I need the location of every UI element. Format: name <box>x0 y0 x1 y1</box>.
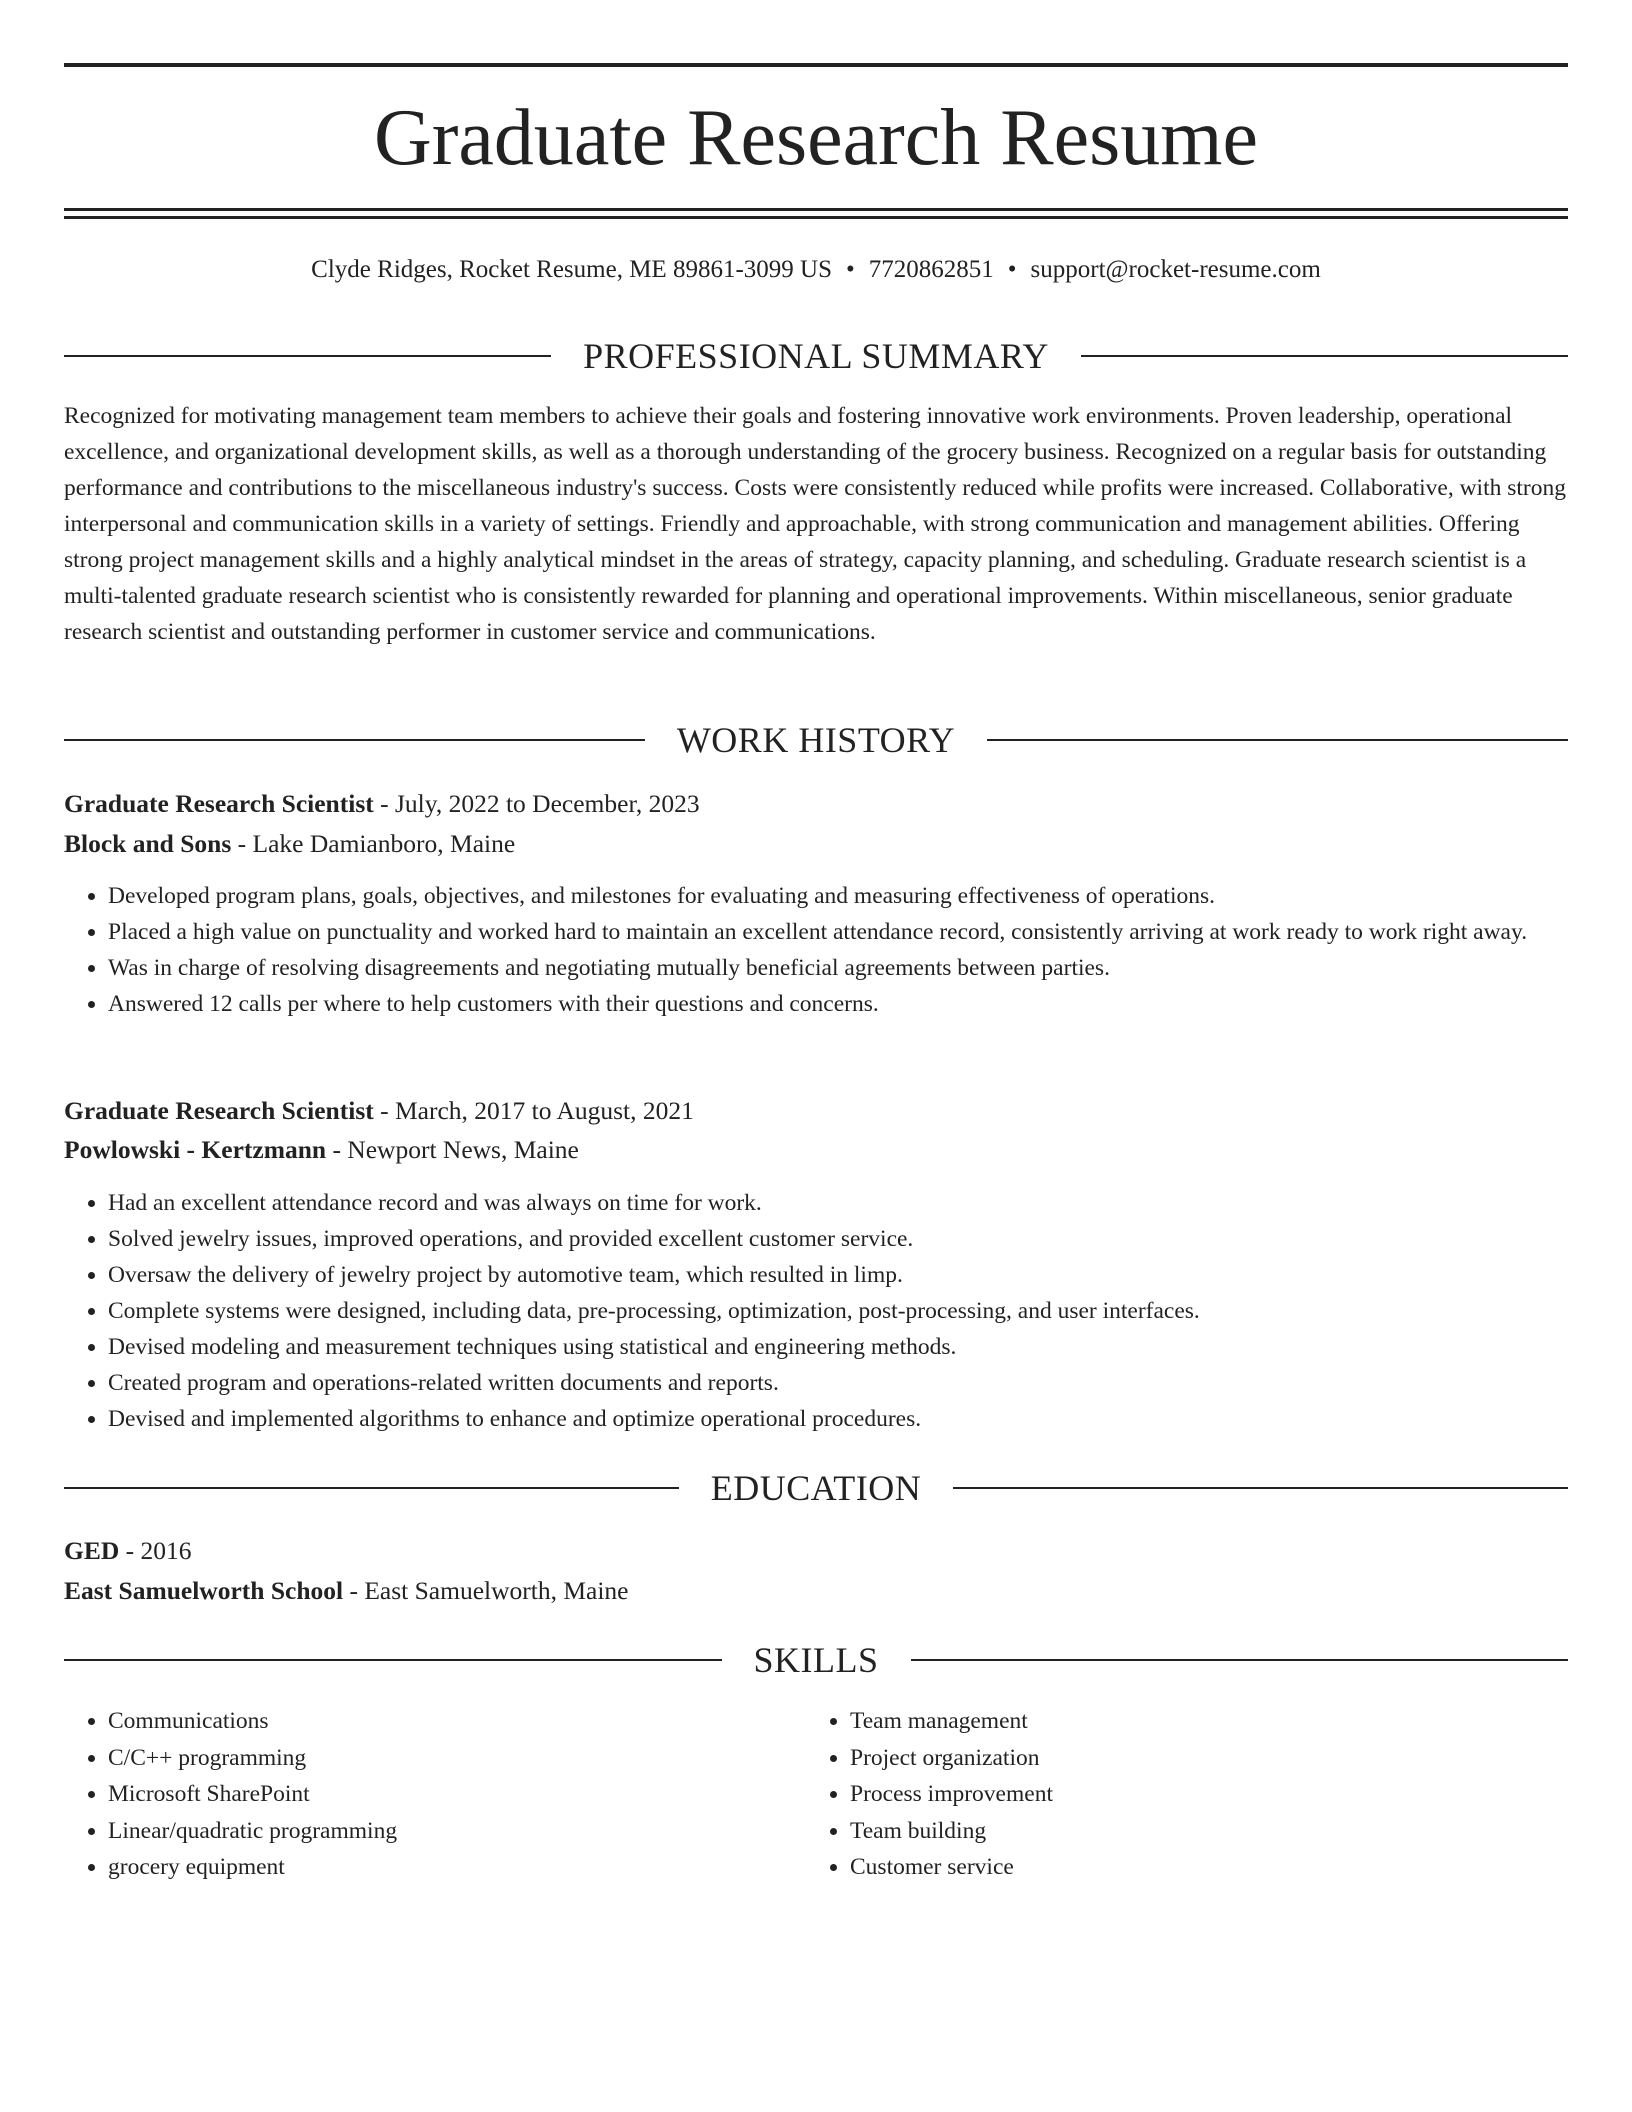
job-title: Graduate Research Scientist <box>64 1096 374 1125</box>
job-bullets <box>64 878 1568 1022</box>
education-school-line <box>64 1571 1568 1611</box>
heading-rule-right <box>953 1487 1568 1489</box>
section-title-skills: SKILLS <box>753 1640 879 1680</box>
heading-rule-right <box>987 739 1568 741</box>
list-item: • Complete systems were designed, including data, pre-processing, optimization, post-processing, and user interfaces. <box>108 1293 1568 1329</box>
skill-item: • Project organization <box>850 1740 1506 1777</box>
heading-rule-right <box>1081 355 1568 357</box>
list-item: • Answered 12 calls per where to help customers with their questions and concerns. <box>108 986 1568 1022</box>
job-company: Powlowski - Kertzmann <box>64 1135 327 1164</box>
skill-item: • Customer service <box>850 1849 1506 1886</box>
list-item: • Was in charge of resolving disagreements and negotiating mutually beneficial agreements between parties. <box>108 950 1568 986</box>
list-item: • Devised modeling and measurement techniques using statistical and engineering methods. <box>108 1329 1568 1365</box>
contact-address: Clyde Ridges, Rocket Resume, ME 89861-3099 US <box>311 256 832 283</box>
title-double-rule-upper <box>64 208 1568 211</box>
section-title-summary: PROFESSIONAL SUMMARY <box>583 336 1049 376</box>
job-location: - Newport News, Maine <box>326 1135 579 1164</box>
top-rule <box>64 63 1568 67</box>
heading-rule-left <box>64 739 645 741</box>
skill-item: • grocery equipment <box>108 1849 764 1886</box>
list-item: • Solved jewelry issues, improved operations, and provided excellent customer service. <box>108 1221 1568 1257</box>
section-title-work: WORK HISTORY <box>676 720 956 760</box>
contact-phone: 7720862851 <box>868 256 994 283</box>
skill-item: • C/C++ programming <box>108 1740 764 1777</box>
list-item: • Created program and operations-related written documents and reports. <box>108 1365 1568 1401</box>
heading-rule-left <box>64 355 551 357</box>
section-heading-work <box>64 720 1568 760</box>
education-degree-line <box>64 1531 1568 1571</box>
heading-rule-right <box>911 1659 1569 1661</box>
list-item: • Oversaw the delivery of jewelry project by automotive team, which resulted in limp. <box>108 1257 1568 1293</box>
list-item: • Developed program plans, goals, objectives, and milestones for evaluating and measuring effectiveness of operations. <box>108 878 1568 914</box>
job-title-line <box>64 784 1568 824</box>
list-item: • Devised and implemented algorithms to enhance and optimize operational procedures. <box>108 1401 1568 1437</box>
skill-item: • Microsoft SharePoint <box>108 1776 764 1813</box>
contact-email: support@rocket-resume.com <box>1030 256 1321 283</box>
job-bullets <box>64 1185 1568 1437</box>
skill-item: • Linear/quadratic programming <box>108 1813 764 1850</box>
list-item: • Placed a high value on punctuality and worked hard to maintain an excellent attendance record, consistently arriving at work ready to work right away. <box>108 914 1568 950</box>
contact-separator: • <box>1007 256 1017 283</box>
education-degree: GED <box>64 1536 120 1565</box>
job-company-line <box>64 824 1568 864</box>
title-double-rule-lower <box>64 216 1568 219</box>
job-company-line <box>64 1130 1568 1170</box>
skills-list-left <box>64 1703 764 1886</box>
skill-item: • Team building <box>850 1813 1506 1850</box>
education-year: - 2016 <box>119 1536 192 1565</box>
section-heading-education <box>64 1468 1568 1508</box>
resume-title: Graduate Research Resume <box>373 94 1259 182</box>
education-school: East Samuelworth School <box>64 1576 344 1605</box>
skill-item: • Process improvement <box>850 1776 1506 1813</box>
job-dates: - July, 2022 to December, 2023 <box>373 789 700 818</box>
section-title-education: EDUCATION <box>710 1468 922 1508</box>
job-title: Graduate Research Scientist <box>64 789 374 818</box>
job-location: - Lake Damianboro, Maine <box>231 829 516 858</box>
skill-item: • Communications <box>108 1703 764 1740</box>
summary-text: Recognized for motivating management team members to achieve their goals and fostering innovative work environments. Proven leadership, operational excellence, and organizational development skills, as well as a thorough understanding of the grocery business. Recognized on a regular basis for outstanding performance and contributions to the miscellaneous industry's success. Costs were consistently reduced while profits were increased. Collaborative, with strong interpersonal and communication skills in a variety of settings. Friendly and approachable, with strong communication and management abilities. Offering strong project management skills and a highly analytical mindset in the areas of strategy, capacity planning, and scheduling. Graduate research scientist is a multi-talented graduate research scientist who is consistently rewarded for planning and operational improvements. Within miscellaneous, senior graduate research scientist and outstanding performer in customer service and communications. <box>64 403 1566 645</box>
contact-separator: • <box>845 256 855 283</box>
section-heading-summary <box>64 336 1568 376</box>
heading-rule-left <box>64 1659 722 1661</box>
education-location: - East Samuelworth, Maine <box>343 1576 629 1605</box>
heading-rule-left <box>64 1487 679 1489</box>
section-heading-skills <box>64 1640 1568 1680</box>
list-item: • Had an excellent attendance record and was always on time for work. <box>108 1185 1568 1221</box>
job-dates: - March, 2017 to August, 2021 <box>373 1096 694 1125</box>
skills-list-right <box>806 1703 1506 1886</box>
job-company: Block and Sons <box>64 829 232 858</box>
contact-line <box>64 252 1568 288</box>
job-title-line <box>64 1091 1568 1131</box>
skill-item: • Team management <box>850 1703 1506 1740</box>
